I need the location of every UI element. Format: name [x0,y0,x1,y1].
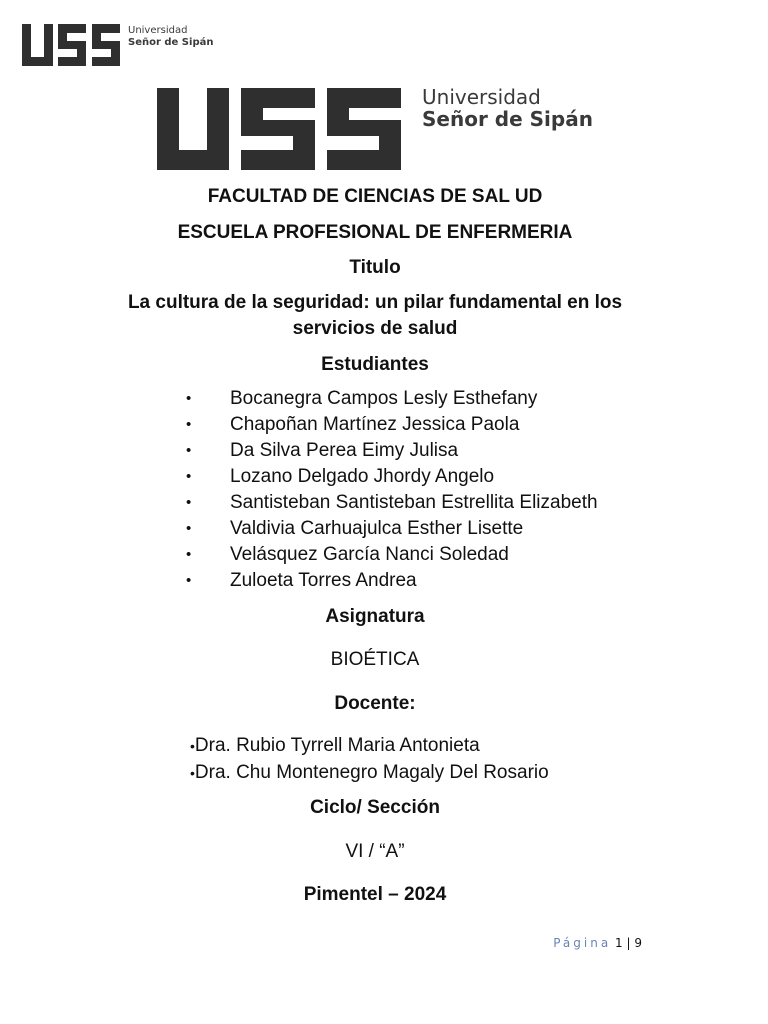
logo-large-line1: Universidad [422,86,541,109]
page-word: Página [553,936,612,950]
page-footer [553,936,642,950]
students-label: Estudiantes [321,354,429,375]
logo-small-line2: Señor de Sipán [128,37,214,48]
cycle-label: Ciclo/ Sección [310,797,440,818]
list-item [186,464,598,490]
faculty-heading: FACULTAD DE CIENCIAS DE SAL UD [207,186,543,207]
page-total: 9 [634,936,642,950]
teachers-list [190,732,549,786]
student-name: Lozano Delgado Jhordy Angelo [230,466,495,487]
school-heading: ESCUELA PROFESIONAL DE ENFERMERIA [177,222,573,243]
subject-label: Asignatura [325,606,425,627]
list-item [186,490,598,516]
list-item [186,542,598,568]
student-name: Velásquez García Nanci Soledad [230,544,509,565]
student-name: Valdivia Carhuajulca Esther Lisette [230,518,524,539]
list-item [186,516,598,542]
bullet: • [186,572,192,589]
bullet: • [186,390,192,407]
teacher-name: Dra. Chu Montenegro Magaly Del Rosario [194,762,549,783]
list-item [190,759,549,786]
bullet: • [186,416,192,433]
list-item [186,386,598,412]
logo-large-line2: Señor de Sipán [422,107,593,131]
teacher-name: Dra. Rubio Tyrrell Maria Antonieta [194,735,480,756]
cycle-value: VI / “A” [345,841,405,862]
student-name: Zuloeta Torres Andrea [230,570,417,591]
place-year: Pimentel – 2024 [303,884,447,905]
bullet: • [186,546,192,563]
students-list [186,386,598,594]
list-item [190,732,549,759]
bullet: • [190,738,195,754]
bullet: • [186,468,192,485]
document-title-line2: servicios de salud [292,318,458,339]
logo-small-line1: Universidad [128,25,188,36]
university-logo-large [157,86,607,172]
bullet: • [186,494,192,511]
page-number: 1 [615,936,623,950]
bullet: • [190,765,195,781]
student-name: Chapoñan Martínez Jessica Paola [230,414,520,435]
student-name: Santisteban Santisteban Estrellita Elizabeth [230,492,598,513]
list-item [186,438,598,464]
page-separator: | [626,936,631,950]
student-name: Bocanegra Campos Lesly Esthefany [230,388,538,409]
document-title [90,290,660,342]
bullet: • [186,520,192,537]
bullet: • [186,442,192,459]
title-label: Titulo [349,257,401,278]
list-item [186,412,598,438]
teacher-label: Docente: [334,693,416,714]
list-item [186,568,598,594]
university-logo-small [22,22,222,68]
document-title-line1: La cultura de la seguridad: un pilar fundamental en los [127,292,623,313]
subject-value: BIOÉTICA [330,649,420,670]
student-name: Da Silva Perea Eimy Julisa [230,440,459,461]
